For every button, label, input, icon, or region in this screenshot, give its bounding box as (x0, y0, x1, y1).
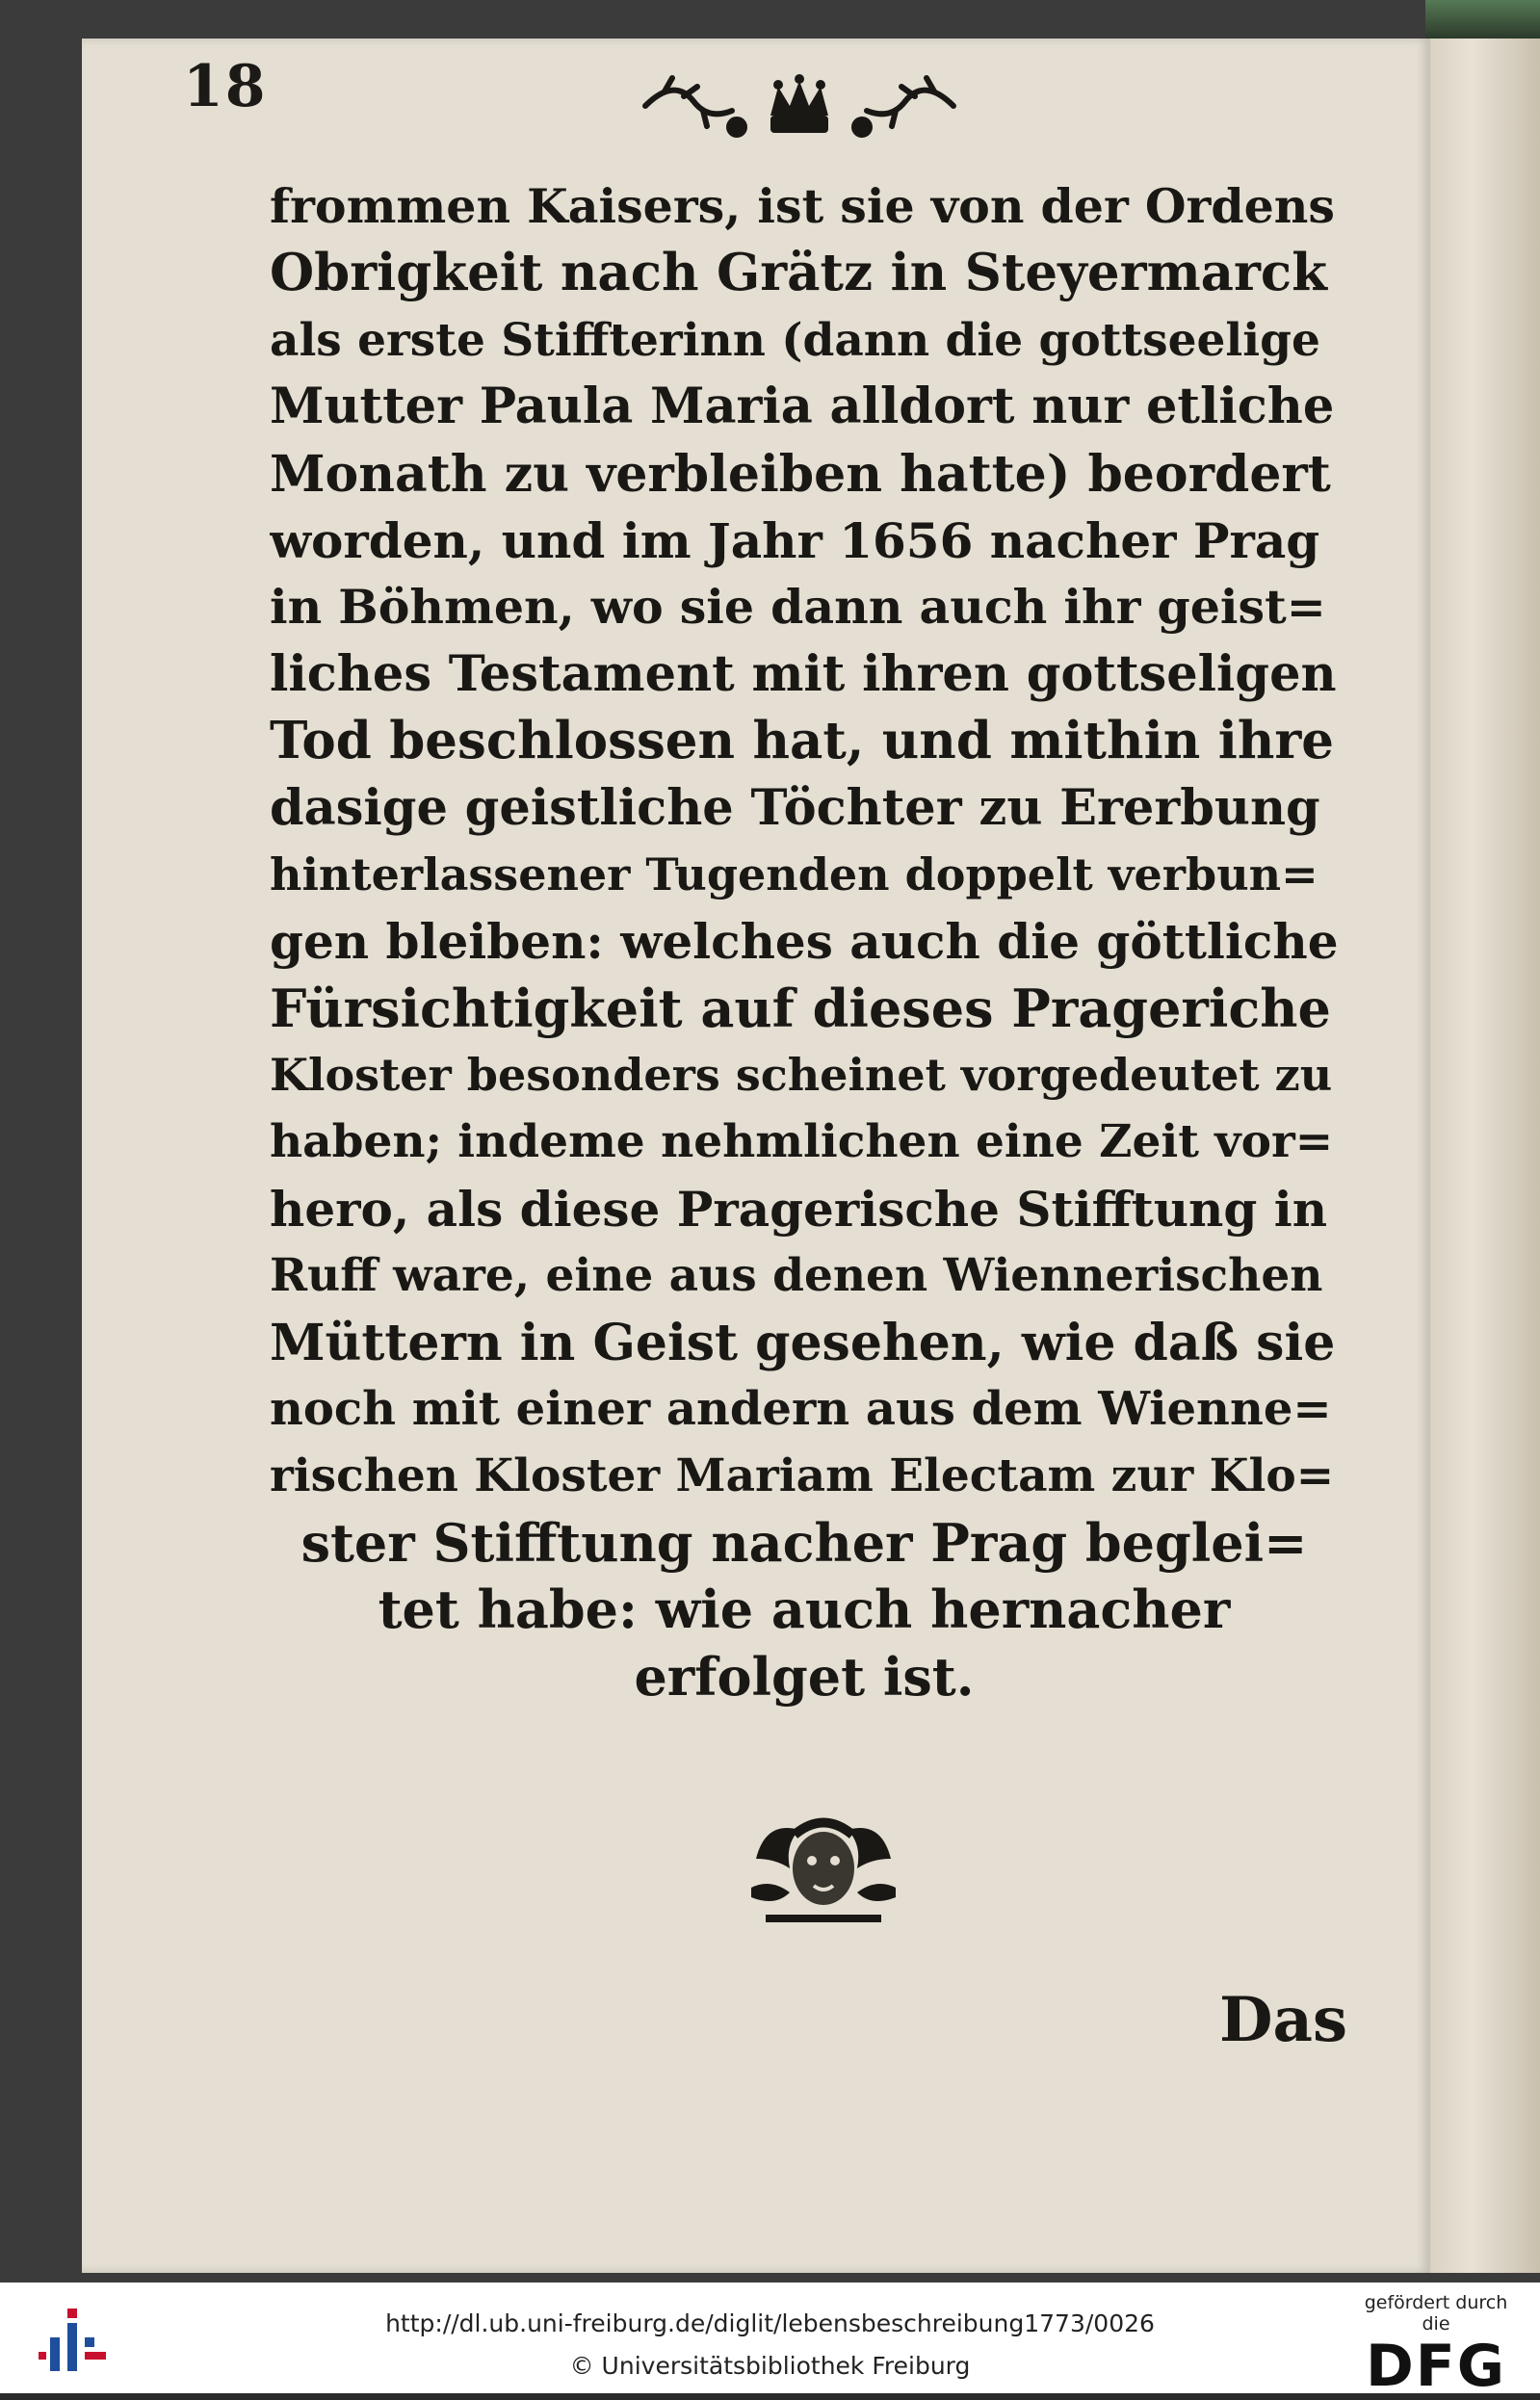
dfg-logo: DFG (1365, 2333, 1507, 2400)
page-number: 18 (183, 53, 268, 120)
footer-bar (0, 2283, 1540, 2400)
text-line: dasige geistliche Töchter zu Ererbung (270, 778, 1320, 837)
text-line: erfolget ist. (634, 1645, 975, 1708)
catchword: Das (1219, 1984, 1347, 2056)
text-line: Obrigkeit nach Grätz in Steyermarck (270, 243, 1327, 303)
text-line: tet habe: wie auch hernacher (378, 1578, 1231, 1641)
text-line: rischen Kloster Mariam Electam zur Klo= (270, 1449, 1335, 1503)
text-line: frommen Kaisers, ist sie von der Ordens (270, 178, 1335, 234)
text-line: Fürsichtigkeit auf dieses Prageriche (270, 977, 1331, 1039)
sponsor-label: gefördert durch die (1364, 2292, 1508, 2335)
next-page-edge (1425, 39, 1540, 2273)
text-line: ster Stifftung nacher Prag beglei= (300, 1511, 1308, 1574)
text-line: Kloster besonders scheinet vorgedeutet zu (270, 1049, 1333, 1102)
text-line: worden, und im Jahr 1656 nacher Prag (270, 511, 1320, 569)
body-text (270, 173, 1339, 1710)
text-line: Müttern in Geist gesehen, wie daß sie (270, 1313, 1336, 1372)
copyright-text: © Universitätsbibliothek Freiburg (569, 2352, 971, 2380)
document-url-link[interactable]: http://dl.ub.uni-freiburg.de/diglit/lebensbeschreibung1773/0026 (385, 2309, 1155, 2337)
text-line: haben; indeme nehmlichen eine Zeit vor= (270, 1115, 1334, 1169)
book-cover-edge (1425, 0, 1540, 39)
text-line: gen bleiben: welches auch die göttliche (270, 913, 1339, 971)
text-line: hero, als diese Pragerische Stifftung in (270, 1180, 1328, 1238)
text-line: Ruff ware, eine aus denen Wiennerischen (270, 1249, 1323, 1303)
header-ornament-icon (636, 67, 963, 154)
dfg-sponsor-badge[interactable] (1349, 2292, 1523, 2400)
text-line: noch mit einer andern aus dem Wienne= (270, 1382, 1332, 1437)
text-line: liches Testament mit ihren gottseligen (270, 644, 1337, 703)
text-line: Mutter Paula Maria alldort nur etliche (270, 378, 1335, 436)
cherub-vignette-icon (746, 1801, 901, 1926)
text-line: in Böhmen, wo sie dann auch ihr geist= (270, 579, 1326, 636)
text-line: hinterlassener Tugenden doppelt verbun= (270, 848, 1318, 900)
text-line: Tod beschlossen hat, und mithin ihre (270, 711, 1335, 771)
text-line: als erste Stiffterinn (dann die gottseelige (270, 313, 1320, 367)
text-line: Monath zu verbleiben hatte) beordert (270, 444, 1331, 504)
